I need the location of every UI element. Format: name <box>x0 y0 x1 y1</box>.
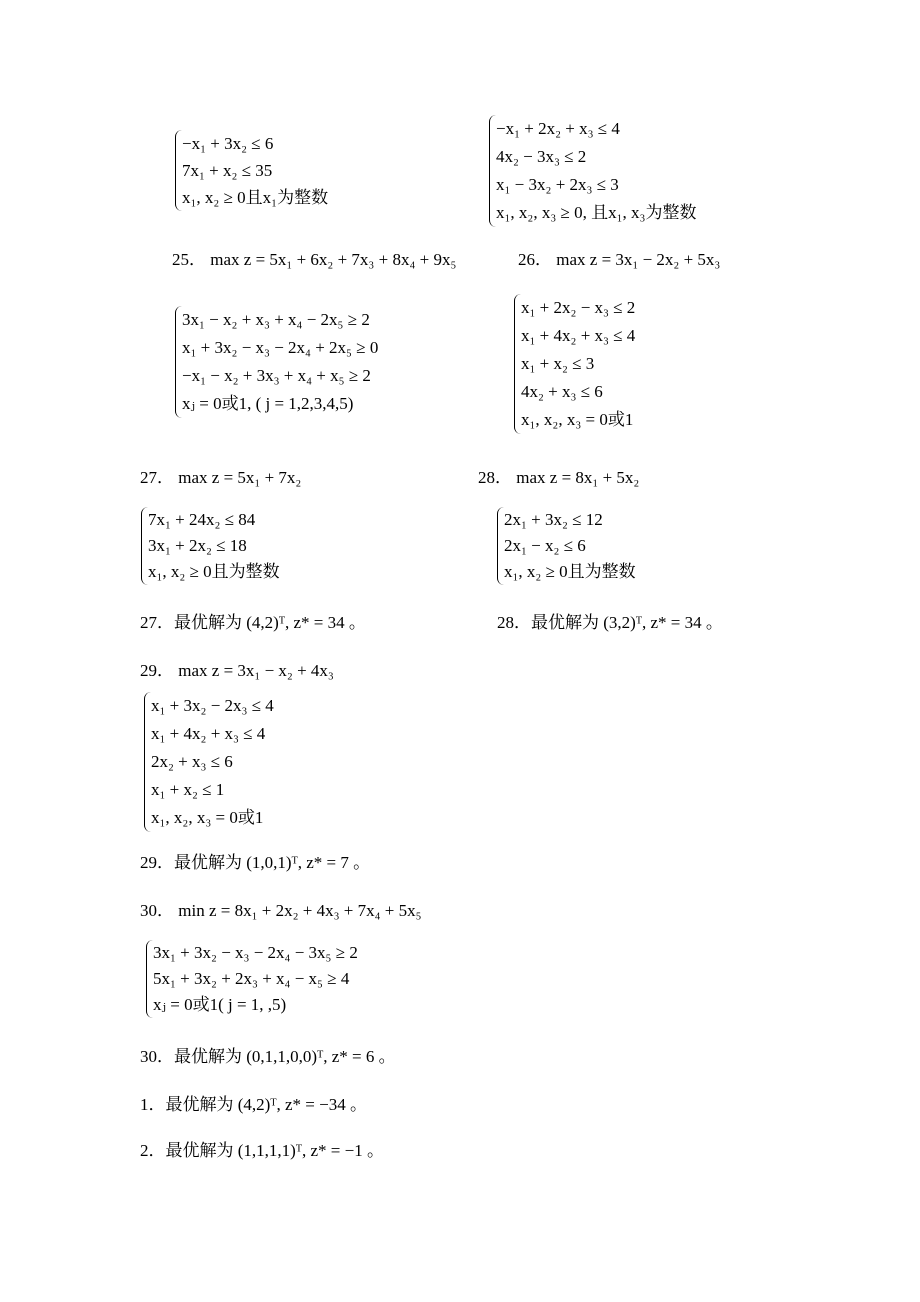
constraint-line: x₁ + 3x₂ − x₃ − 2x₄ + 2x₅ ≥ 0 <box>182 338 379 357</box>
constraint-line: x₁ + x₂ ≤ 3 <box>521 354 595 373</box>
problem-27-objective: 27． max z = 5x₁ + 7x₂ <box>140 468 302 487</box>
constraint-line: 2x₁ + 3x₂ ≤ 12 <box>504 510 603 529</box>
problem-26-constraints <box>514 294 635 434</box>
constraint-line: x₁ − 3x₂ + 2x₃ ≤ 3 <box>496 175 619 194</box>
constraint-line: x₁ + 2x₂ − x₃ ≤ 2 <box>521 298 636 317</box>
constraint-line: x₁, x₂ ≥ 0且x₁为整数 <box>182 188 329 207</box>
constraint-line: x₁, x₂, x₃ = 0或1 <box>521 410 634 429</box>
constraint-line: 2x₂ + x₃ ≤ 6 <box>151 752 233 771</box>
constraint-line: x₁ + 3x₂ − 2x₃ ≤ 4 <box>151 696 274 715</box>
problem-25-objective: 25． max z = 5x₁ + 6x₂ + 7x₃ + 8x₄ + 9x₅ <box>172 250 457 269</box>
problem-29-objective: 29． max z = 3x₁ − x₂ + 4x₃ <box>140 661 334 680</box>
constraint-line: x₁, x₂ ≥ 0且为整数 <box>504 562 636 581</box>
constraint-line: 3x₁ + 3x₂ − x₃ − 2x₄ − 3x₅ ≥ 2 <box>153 943 358 962</box>
problem-30-constraints <box>146 940 358 1018</box>
problem-30-objective: 30． min z = 8x₁ + 2x₂ + 4x₃ + 7x₄ + 5x₅ <box>140 901 422 920</box>
top-left-constraint-system <box>175 130 328 211</box>
answer-2: 2．最优解为 (1,1,1,1)ᵀ, z* = −1 。 <box>140 1141 384 1160</box>
constraint-line: 4x₂ + x₃ ≤ 6 <box>521 382 603 401</box>
constraint-line: −x₁ − x₂ + 3x₃ + x₄ + x₅ ≥ 2 <box>182 366 371 385</box>
constraint-line: 3x₁ + 2x₂ ≤ 18 <box>148 536 247 555</box>
constraint-line: −x₁ + 2x₂ + x₃ ≤ 4 <box>496 119 620 138</box>
problem-28-objective: 28． max z = 8x₁ + 5x₂ <box>478 468 640 487</box>
answer-1: 1．最优解为 (4,2)ᵀ, z* = −34 。 <box>140 1095 367 1114</box>
constraint-line: 3x₁ − x₂ + x₃ + x₄ − 2x₅ ≥ 2 <box>182 310 370 329</box>
constraint-line: x₁, x₂, x₃ ≥ 0, 且x₁, x₃为整数 <box>496 203 697 222</box>
constraint-line: xⱼ = 0或1( j = 1, ,5) <box>153 995 287 1014</box>
constraint-line: x₁ + 4x₂ + x₃ ≤ 4 <box>521 326 636 345</box>
constraint-line: 5x₁ + 3x₂ + 2x₃ + x₄ − x₅ ≥ 4 <box>153 969 350 988</box>
problem-28-constraints <box>497 507 636 585</box>
answer-29: 29．最优解为 (1,0,1)ᵀ, z* = 7 。 <box>140 853 371 872</box>
top-right-constraint-system <box>489 115 696 227</box>
constraint-line: x₁ + x₂ ≤ 1 <box>151 780 225 799</box>
constraint-line: 7x₁ + x₂ ≤ 35 <box>182 161 273 180</box>
answer-28: 28．最优解为 (3,2)ᵀ, z* = 34 。 <box>497 613 723 632</box>
constraint-line: 7x₁ + 24x₂ ≤ 84 <box>148 510 256 529</box>
constraint-line: −x₁ + 3x₂ ≤ 6 <box>182 134 274 153</box>
problem-25-constraints <box>175 306 378 418</box>
constraint-line: xⱼ = 0或1, ( j = 1,2,3,4,5) <box>182 394 354 413</box>
problem-27-constraints <box>141 507 280 585</box>
problem-29-constraints <box>144 692 274 832</box>
constraint-line: x₁, x₂, x₃ = 0或1 <box>151 808 264 827</box>
problem-26-objective: 26． max z = 3x₁ − 2x₂ + 5x₃ <box>518 250 721 269</box>
constraint-line: 2x₁ − x₂ ≤ 6 <box>504 536 586 555</box>
answer-27: 27．最优解为 (4,2)ᵀ, z* = 34 。 <box>140 613 366 632</box>
constraint-line: x₁ + 4x₂ + x₃ ≤ 4 <box>151 724 266 743</box>
constraint-line: x₁, x₂ ≥ 0且为整数 <box>148 562 280 581</box>
answer-30: 30．最优解为 (0,1,1,0,0)ᵀ, z* = 6 。 <box>140 1047 396 1066</box>
constraint-line: 4x₂ − 3x₃ ≤ 2 <box>496 147 587 166</box>
